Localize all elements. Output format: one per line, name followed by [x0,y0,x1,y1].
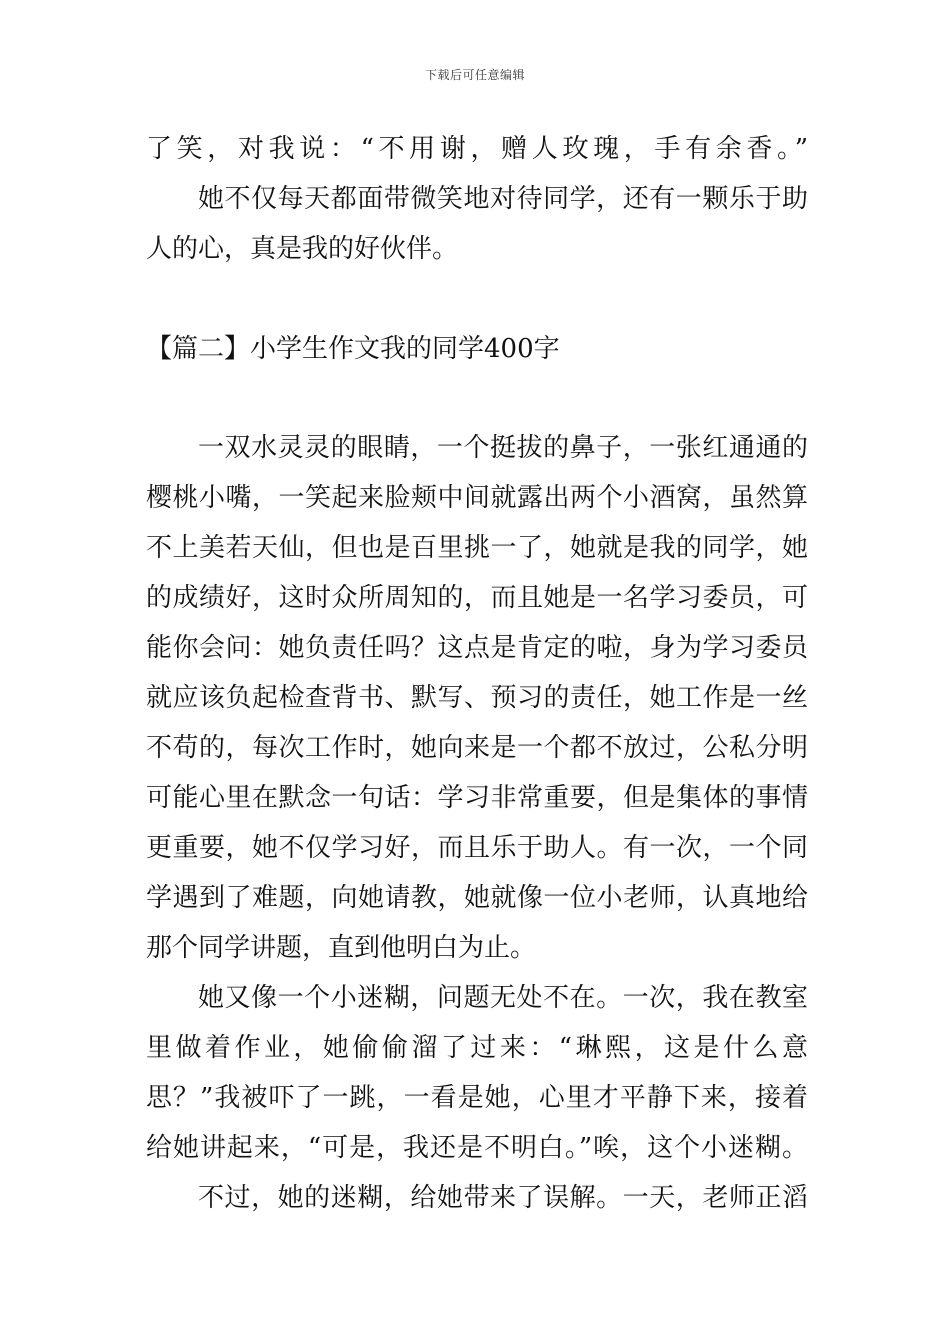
paragraph-line: 里做着作业，她偷偷溜了过来：“琳熙，这是什么意 [146,1033,808,1063]
paragraph-line: 不过，她的迷糊，给她带来了误解。一天，老师正滔 [198,1183,808,1213]
paragraph-line: 一双水灵灵的眼睛，一个挺拔的鼻子，一张红通通的 [198,433,808,463]
paragraph-line: 给她讲起来，“可是，我还是不明白。”唉，这个小迷糊。 [146,1133,808,1163]
section-heading: 【篇二】小学生作文我的同学400字 [146,334,560,364]
paragraph-line: 更重要，她不仅学习好，而且乐于助人。有一次，一个同 [146,833,808,863]
paragraph-line: 不苟的，每次工作时，她向来是一个都不放过，公私分明 [146,733,808,763]
paragraph-line: 就应该负起检查背书、默写、预习的责任，她工作是一丝 [146,683,808,713]
paragraph-line: 思？”我被吓了一跳，一看是她，心里才平静下来，接着 [146,1083,808,1113]
paragraph-line: 她又像一个小迷糊，问题无处不在。一次，我在教室 [198,983,808,1013]
paragraph-line: 的成绩好，这时众所周知的，而且她是一名学习委员，可 [146,583,808,613]
paragraph-line: 可能心里在默念一句话：学习非常重要，但是集体的事情 [146,783,808,813]
page-header: 下载后可任意编辑 [424,68,525,82]
paragraph-line: 不上美若天仙，但也是百里挑一了，她就是我的同学，她 [146,533,808,563]
paragraph-line: 能你会问：她负责任吗？这点是肯定的啦，身为学习委员 [146,633,808,663]
paragraph-line: 那个同学讲题，直到他明白为止。 [146,933,537,963]
paragraph-line: 她不仅每天都面带微笑地对待同学，还有一颗乐于助 [198,184,808,214]
paragraph-line: 樱桃小嘴，一笑起来脸颊中间就露出两个小酒窝，虽然算 [146,483,808,513]
paragraph-line: 学遇到了难题，向她请教，她就像一位小老师，认真地给 [146,883,808,913]
paragraph-line: 了笑，对我说：“不用谢，赠人玫瑰，手有余香。” [146,134,808,164]
paragraph-line: 人的心，真是我的好伙伴。 [146,234,459,264]
